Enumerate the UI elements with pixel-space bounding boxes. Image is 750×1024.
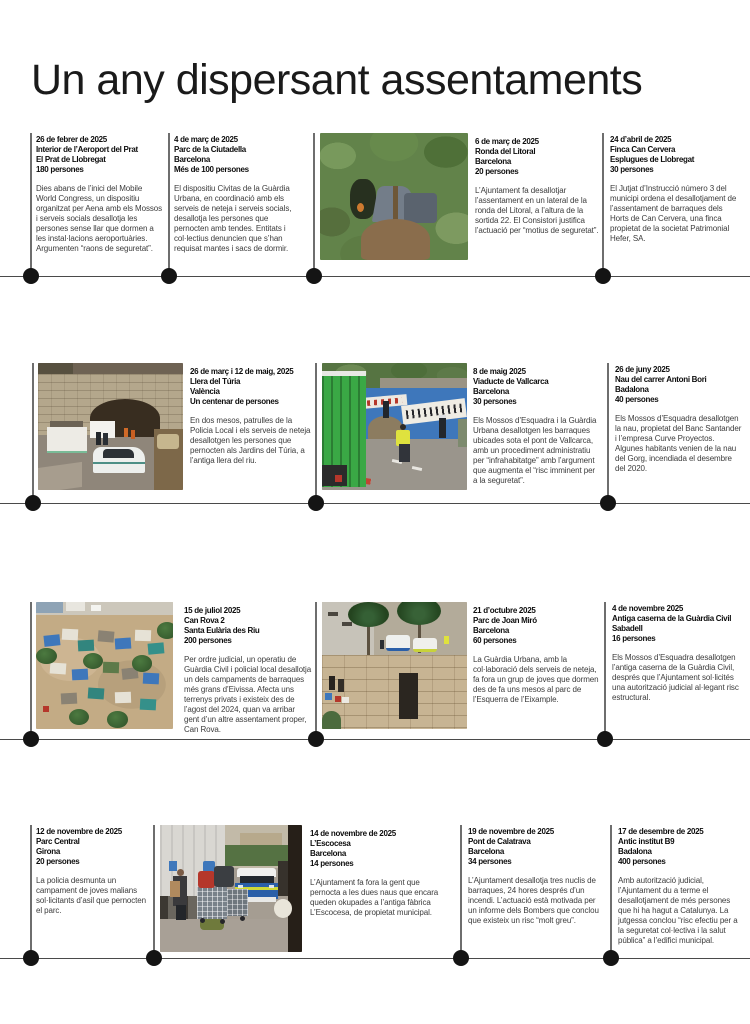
- entry-header: [468, 827, 604, 867]
- person-figure: [338, 679, 344, 692]
- sign: [169, 861, 177, 871]
- entry-date: 26 de juny 2025: [615, 365, 670, 374]
- entry-city: Barcelona: [310, 849, 346, 858]
- entry-site: Nau del carrer Antoni Bori: [615, 375, 707, 384]
- timeline-dot: [161, 268, 177, 284]
- bag: [198, 871, 215, 889]
- photo-encampment-in-bushes: [320, 133, 468, 260]
- tent-shape: [404, 193, 437, 223]
- entry-site: Pont de Calatrava: [468, 837, 531, 846]
- hi-vis-worker: [396, 430, 411, 445]
- person-figure: [380, 640, 384, 649]
- tree: [107, 711, 128, 728]
- entry-description: Dies abans de l’inici del Mobile World Congress, un dispositiu organitzat per Aena amb els Mossos i serveis socials desallotja les persones sense llar que dormen a les instal·lacions aeroportuàries. Argumenten “raons de seguretat”.: [36, 184, 163, 253]
- entry-city: València: [190, 387, 220, 396]
- entry-header: [473, 367, 599, 407]
- timeline-dot: [306, 268, 322, 284]
- entry-city: El Prat de Llobregat: [36, 155, 106, 164]
- shack-roof: [78, 640, 95, 652]
- shack-roof: [97, 631, 114, 644]
- timeline-dot: [453, 950, 469, 966]
- person-legs: [399, 444, 411, 462]
- timeline-dot: [600, 495, 616, 511]
- shrub: [322, 711, 341, 729]
- entry-site: Parc de la Ciutadella: [174, 145, 246, 154]
- person-legs: [176, 905, 186, 920]
- photo-vallcarca-eviction: [322, 363, 467, 490]
- entry-date: 21 d’octubre 2025: [473, 606, 536, 615]
- photo-detail: [93, 462, 145, 464]
- entry-count: 40 persones: [615, 395, 659, 404]
- entry-connector-line: [610, 825, 612, 958]
- entry-city: Girona: [36, 847, 60, 856]
- entry-site: Antic institut B9: [618, 837, 675, 846]
- tree-trunk: [288, 825, 302, 952]
- police-figure: [96, 432, 101, 445]
- entry-header: [615, 365, 743, 405]
- bench: [342, 622, 352, 626]
- entry-date: 6 de març de 2025: [475, 137, 539, 146]
- tree: [157, 622, 173, 639]
- entry-count: Un centenar de persones: [190, 397, 279, 406]
- entry-city: Barcelona: [473, 626, 509, 635]
- worker-figure: [131, 430, 135, 439]
- entry-date: 19 de novembre de 2025: [468, 827, 554, 836]
- entry-date: 26 de març i 12 de maig, 2025: [190, 367, 294, 376]
- bystander-figure: [458, 419, 467, 447]
- shack-roof: [140, 698, 157, 710]
- entry-site: Parc de Joan Miró: [473, 616, 537, 625]
- shack-roof: [143, 673, 160, 685]
- entry-date: 14 de novembre de 2025: [310, 829, 396, 838]
- tree: [36, 648, 57, 665]
- hi-vis-worker: [444, 636, 449, 644]
- timeline-dot: [25, 495, 41, 511]
- entry-site: Can Rova 2: [184, 616, 225, 625]
- entry-count: 400 persones: [618, 857, 666, 866]
- police-car: [413, 638, 436, 652]
- entry-date: 4 de novembre 2025: [612, 604, 684, 613]
- bag: [335, 696, 341, 702]
- entry-count: 30 persones: [610, 165, 654, 174]
- worker-figure: [124, 428, 128, 437]
- entry-connector-line: [30, 133, 32, 276]
- entry-site: Antiga caserna de la Guàrdia Civil: [612, 614, 732, 623]
- shack-roof: [71, 669, 88, 681]
- dirt-ground: [361, 219, 429, 260]
- shopping-cart: [227, 889, 248, 917]
- entry-city: Esplugues de Llobregat: [610, 155, 695, 164]
- photo-street-eviction-carts: [160, 825, 302, 952]
- entry-header: [310, 829, 446, 869]
- entry-description: L’Ajuntament fa desallotjar l’assentament en un lateral de la ronda del Litoral, a l’altura de la sortida 22. El Consistori justifica l’actuació per “motius de seguretat”.: [475, 186, 599, 235]
- pavement: [160, 919, 302, 952]
- timeline-dot: [595, 268, 611, 284]
- entry-count: 14 persones: [310, 859, 354, 868]
- entry-site: Llera del Túria: [190, 377, 241, 386]
- tree: [132, 655, 153, 672]
- shack-roof: [62, 628, 79, 640]
- entry-header: [36, 827, 148, 867]
- entry-date: 8 de maig 2025: [473, 367, 526, 376]
- photo-can-rova-aerial: [36, 602, 173, 729]
- entry-connector-line: [32, 363, 34, 503]
- photo-detail: [335, 475, 342, 482]
- shack-roof: [115, 692, 132, 704]
- entry-description: El dispositiu Civitas de la Guàrdia Urbana, en coordinació amb els serveis de neteja i serveis socials, desallotja les persones que pernocten amb tendes. Entitats i col·lectius denuncien que s’han requisat mantes i sacs de dormir.: [174, 184, 292, 253]
- photo-turia-bridge: [38, 363, 183, 490]
- entry-city: Barcelona: [473, 387, 509, 396]
- timeline-dot: [308, 495, 324, 511]
- entry-connector-line: [460, 825, 462, 958]
- shack-roof: [115, 637, 132, 650]
- entry-description: En dos mesos, patrulles de la Policia Local i els serveis de neteja desallotgen les persones que pernocten als Jardins del Túria, a l’antiga llera del riu.: [190, 416, 311, 465]
- cart-wheel: [200, 918, 205, 923]
- entry-header: [36, 135, 164, 175]
- entry-connector-line: [315, 602, 317, 739]
- entry-connector-line: [168, 133, 170, 276]
- photo-detail: [274, 899, 292, 918]
- police-figure: [103, 433, 108, 445]
- car-window: [103, 449, 133, 458]
- entry-city: Barcelona: [475, 157, 511, 166]
- entry-description: La policia desmunta un campament de joves malians sol·licitants d’asil que pernocten el parc.: [36, 876, 146, 915]
- entry-connector-line: [313, 133, 315, 276]
- entry-header: [612, 604, 742, 644]
- building-roof: [66, 602, 85, 611]
- entry-header: [475, 137, 599, 177]
- entry-count: 200 persones: [184, 636, 232, 645]
- photo-detail: [357, 203, 364, 212]
- standing-figure: [383, 401, 389, 418]
- shopping-cart: [197, 886, 227, 919]
- photo-detail: [157, 434, 179, 449]
- photo-detail: [43, 706, 49, 712]
- timeline-dot: [603, 950, 619, 966]
- entry-connector-line: [604, 602, 606, 739]
- entry-description: Els Mossos d’Esquadra i la Guàrdia Urbana desallotgen les barraques ubicades sota el pont de Vallcarca, amb un procediment administratiu per “infrahabitatge” amb l’argument que augmenta el “risc imminent per a la seguretat”.: [473, 416, 597, 485]
- shack-roof: [148, 642, 165, 655]
- entry-header: [190, 367, 316, 407]
- entry-count: 30 persones: [473, 397, 517, 406]
- timeline-dot: [23, 731, 39, 747]
- shack-roof: [49, 662, 66, 675]
- walkway: [38, 462, 82, 490]
- timeline-dot: [146, 950, 162, 966]
- entry-count: 60 persones: [473, 636, 517, 645]
- entry-description: L’Ajuntament fa fora la gent que pernocta a les dues naus que encara queden okupades a l’antiga fàbrica L’Escocesa, de propietat municipal.: [310, 878, 439, 917]
- entry-connector-line: [607, 363, 609, 503]
- entry-header: [184, 606, 312, 646]
- entry-date: 4 de març de 2025: [174, 135, 238, 144]
- police-car: [386, 635, 411, 651]
- entry-date: 12 de novembre de 2025: [36, 827, 122, 836]
- shack-roof: [60, 693, 77, 705]
- entry-connector-line: [30, 825, 32, 958]
- entry-connector-line: [315, 363, 317, 503]
- entry-count: 16 persones: [612, 634, 656, 643]
- timeline-dot: [597, 731, 613, 747]
- bag: [325, 693, 332, 700]
- page-title: Un any dispersant assentaments: [31, 55, 643, 104]
- police-figure: [439, 418, 446, 438]
- photo-joan-miro-park: [322, 602, 467, 729]
- entry-description: Els Mossos d’Esquadra desallotgen l’antiga caserna de la Guàrdia Civil, després que l’Ajuntament sol·licités una autorització judicial al·legant risc estructural.: [612, 653, 739, 702]
- entry-description: La Guàrdia Urbana, amb la col·laboració dels serveis de neteja, fa fora un grup de joves que dormen des de fa uns mesos al parc de l’Esquerra de l’Eixample.: [473, 655, 599, 704]
- entry-connector-line: [602, 133, 604, 276]
- entry-header: [618, 827, 744, 867]
- entry-site: Viaducte de Vallcarca: [473, 377, 549, 386]
- entry-count: 20 persones: [36, 857, 80, 866]
- entry-city: Barcelona: [174, 155, 210, 164]
- truck: [91, 605, 101, 611]
- bag: [342, 697, 349, 703]
- tree: [69, 709, 90, 726]
- timeline-axis-row1: [0, 276, 750, 277]
- entry-city: Barcelona: [468, 847, 504, 856]
- entry-date: 24 d’abril de 2025: [610, 135, 672, 144]
- entry-count: Més de 100 persones: [174, 165, 249, 174]
- entry-header: [610, 135, 743, 175]
- warehouse-roof: [36, 602, 63, 613]
- entry-count: 20 persones: [475, 167, 519, 176]
- entry-description: Els Mossos d’Esquadra desallotgen la nau, propietat del Banc Santander i l’empresa Curve Proyectos. Algunes habitants venien de la nau del Gorg, incendiada el desembre del 2020.: [615, 414, 742, 473]
- timeline-dot: [308, 731, 324, 747]
- entry-site: Parc Central: [36, 837, 80, 846]
- entry-connector-line: [30, 602, 32, 739]
- entry-description: L’Ajuntament desallotja tres nuclis de barraques, 24 hores després d’un incendi. L’actuació està motivada per un informe dels Bombers que conclou que existeix un risc “molt greu”.: [468, 876, 599, 925]
- entry-header: [473, 606, 599, 646]
- headlight: [238, 885, 243, 888]
- entry-description: El Jutjat d’Instrucció número 3 del municipi ordena el desallotjament de l’assentament de barraques dels Horts de Can Cervera, una finca propietat de la societat Patrimonial Hefer, SA.: [610, 184, 737, 243]
- timeline-axis-row3: [0, 739, 750, 740]
- timeline-axis-row2: [0, 503, 750, 504]
- entry-header: [174, 135, 304, 175]
- shack-roof: [44, 634, 62, 647]
- backpack: [170, 881, 180, 898]
- bag: [214, 866, 234, 888]
- entry-city: Santa Eulària des Riu: [184, 626, 260, 635]
- entry-city: Badalona: [615, 385, 649, 394]
- entry-site: L’Escocesa: [310, 839, 351, 848]
- timeline-axis-row4: [0, 958, 750, 959]
- entry-site: Ronda del Litoral: [475, 147, 536, 156]
- box-truck: [47, 427, 88, 453]
- doorway: [399, 673, 418, 719]
- entry-site: Finca Can Cervera: [610, 145, 676, 154]
- shack-roof: [134, 630, 151, 642]
- palm-tree: [348, 602, 389, 627]
- bench: [328, 612, 338, 616]
- headlight: [269, 885, 274, 888]
- timeline-dot: [23, 268, 39, 284]
- entry-date: 26 de febrer de 2025: [36, 135, 107, 144]
- shack-roof: [88, 688, 105, 701]
- entry-connector-line: [153, 825, 155, 958]
- person-figure: [329, 676, 335, 690]
- entry-count: 34 persones: [468, 857, 512, 866]
- cart-wheel: [220, 919, 225, 924]
- entry-site: Interior de l’Aeroport del Prat: [36, 145, 138, 154]
- entry-count: 180 persones: [36, 165, 84, 174]
- entry-description: Per ordre judicial, un operatiu de Guàrdia Civil i policial local desallotja un dels campaments de barraques més grans d’Eivissa. Afecta uns terrenys privats i existeix des de l’agost del 2024, quan va arribar gent d’un altre assentament proper, Can Rova.: [184, 655, 312, 734]
- tree: [83, 653, 104, 670]
- entry-city: Badalona: [618, 847, 652, 856]
- shack-roof: [103, 661, 120, 673]
- entry-date: 17 de desembre de 2025: [618, 827, 704, 836]
- entry-city: Sabadell: [612, 624, 643, 633]
- entry-date: 15 de juliol 2025: [184, 606, 241, 615]
- entry-description: Amb autorització judicial, l’Ajuntament du a terme el desallotjament de més persones que hi ha hagut a Catalunya. La jutgessa conclou “risc efectiu per a la seguretat col·lectiva i la salut pública” a l’edifici municipal.: [618, 876, 738, 945]
- timeline-dot: [23, 950, 39, 966]
